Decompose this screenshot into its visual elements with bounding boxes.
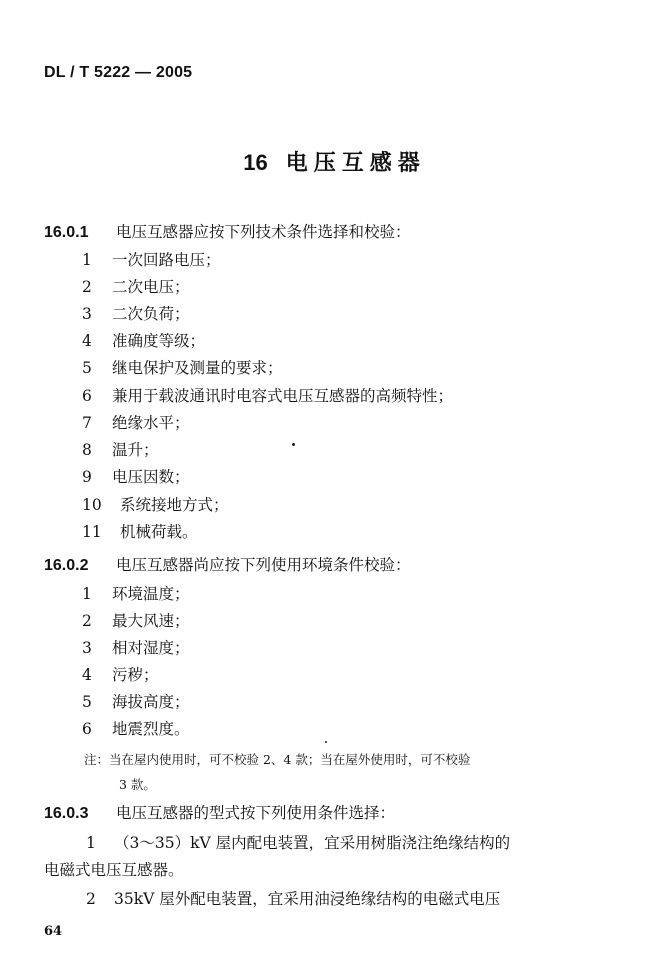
item-text: 海拔高度； (112, 693, 190, 711)
list-item (82, 358, 283, 378)
clause-text: 电压互感器的型式按下列使用条件选择： (116, 804, 396, 822)
item-text: 系统接地方式； (120, 496, 229, 514)
note-line-1: 注：当在屋内使用时，可不校验 2、4 款；当在屋外使用时，可不校验 (84, 752, 471, 767)
item-number: 2 (86, 890, 96, 908)
clause-number: 16.0.2 (44, 557, 89, 574)
clause-heading (44, 803, 395, 824)
item-text: 二次电压； (112, 278, 190, 296)
list-item (82, 522, 198, 542)
list-item (82, 692, 190, 712)
scan-speck (325, 741, 327, 743)
list-item (86, 833, 510, 853)
item-number: 3 (82, 305, 92, 323)
item-number: 2 (82, 278, 92, 296)
page-number: 64 (44, 924, 63, 939)
item-text: （3～35）kV 屋内配电装置，宜采用树脂浇注绝缘结构的 (114, 834, 511, 852)
list-item (82, 277, 190, 297)
list-item (82, 611, 190, 631)
item-number: 4 (82, 666, 92, 684)
item-text: 地震烈度。 (112, 720, 190, 738)
item-number: 10 (82, 496, 102, 514)
scan-speck (292, 443, 295, 446)
clause-heading (44, 222, 411, 243)
item-text: 兼用于载波通讯时电容式电压互感器的高频特性； (112, 387, 454, 405)
item-continuation: 电磁式电压互感器。 (44, 861, 184, 879)
item-number: 6 (82, 387, 92, 405)
item-number: 9 (82, 468, 92, 486)
item-number: 1 (86, 834, 96, 852)
chapter-number: 16 (243, 150, 268, 175)
item-text: 环境温度； (112, 585, 190, 603)
item-number: 6 (82, 720, 92, 738)
clause-number: 16.0.1 (44, 224, 89, 241)
list-item (82, 467, 190, 487)
item-text: 最大风速； (112, 612, 190, 630)
item-number: 5 (82, 693, 92, 711)
list-item (82, 386, 453, 406)
list-item (82, 250, 221, 270)
list-item (82, 440, 159, 460)
list-item (82, 495, 229, 515)
item-text: 电压因数； (112, 468, 190, 486)
item-text: 绝缘水平； (112, 414, 190, 432)
item-number: 1 (82, 585, 92, 603)
item-number: 8 (82, 441, 92, 459)
item-number: 11 (82, 523, 102, 541)
chapter-title (0, 146, 669, 177)
list-item (86, 889, 500, 909)
item-number: 3 (82, 639, 92, 657)
item-text: 温升； (112, 441, 159, 459)
item-text: 污秽； (112, 666, 159, 684)
clause-text: 电压互感器应按下列技术条件选择和校验： (116, 223, 411, 241)
list-item (82, 665, 159, 685)
list-item (82, 304, 190, 324)
list-item (82, 413, 190, 433)
list-item (82, 331, 205, 351)
item-number: 1 (82, 251, 92, 269)
item-text: 二次负荷； (112, 305, 190, 323)
clause-heading (44, 555, 411, 576)
item-number: 2 (82, 612, 92, 630)
item-number: 7 (82, 414, 92, 432)
list-item (82, 584, 190, 604)
list-item (82, 719, 190, 739)
item-text: 准确度等级； (112, 332, 206, 350)
document-code: DL / T 5222 — 2005 (44, 64, 193, 81)
chapter-name: 电压互感器 (285, 150, 426, 175)
item-text: 相对湿度； (112, 639, 190, 657)
item-number: 5 (82, 359, 92, 377)
clause-number: 16.0.3 (44, 805, 89, 822)
clause-text: 电压互感器尚应按下列使用环境条件校验： (116, 556, 411, 574)
item-number: 4 (82, 332, 92, 350)
item-text: 机械荷载。 (120, 523, 198, 541)
item-text: 继电保护及测量的要求； (112, 359, 283, 377)
item-text: 35kV 屋外配电装置，宜采用油浸绝缘结构的电磁式电压 (114, 890, 501, 908)
item-text: 一次回路电压； (112, 251, 221, 269)
list-item (82, 638, 190, 658)
note-line-2: 3 款。 (119, 777, 156, 792)
